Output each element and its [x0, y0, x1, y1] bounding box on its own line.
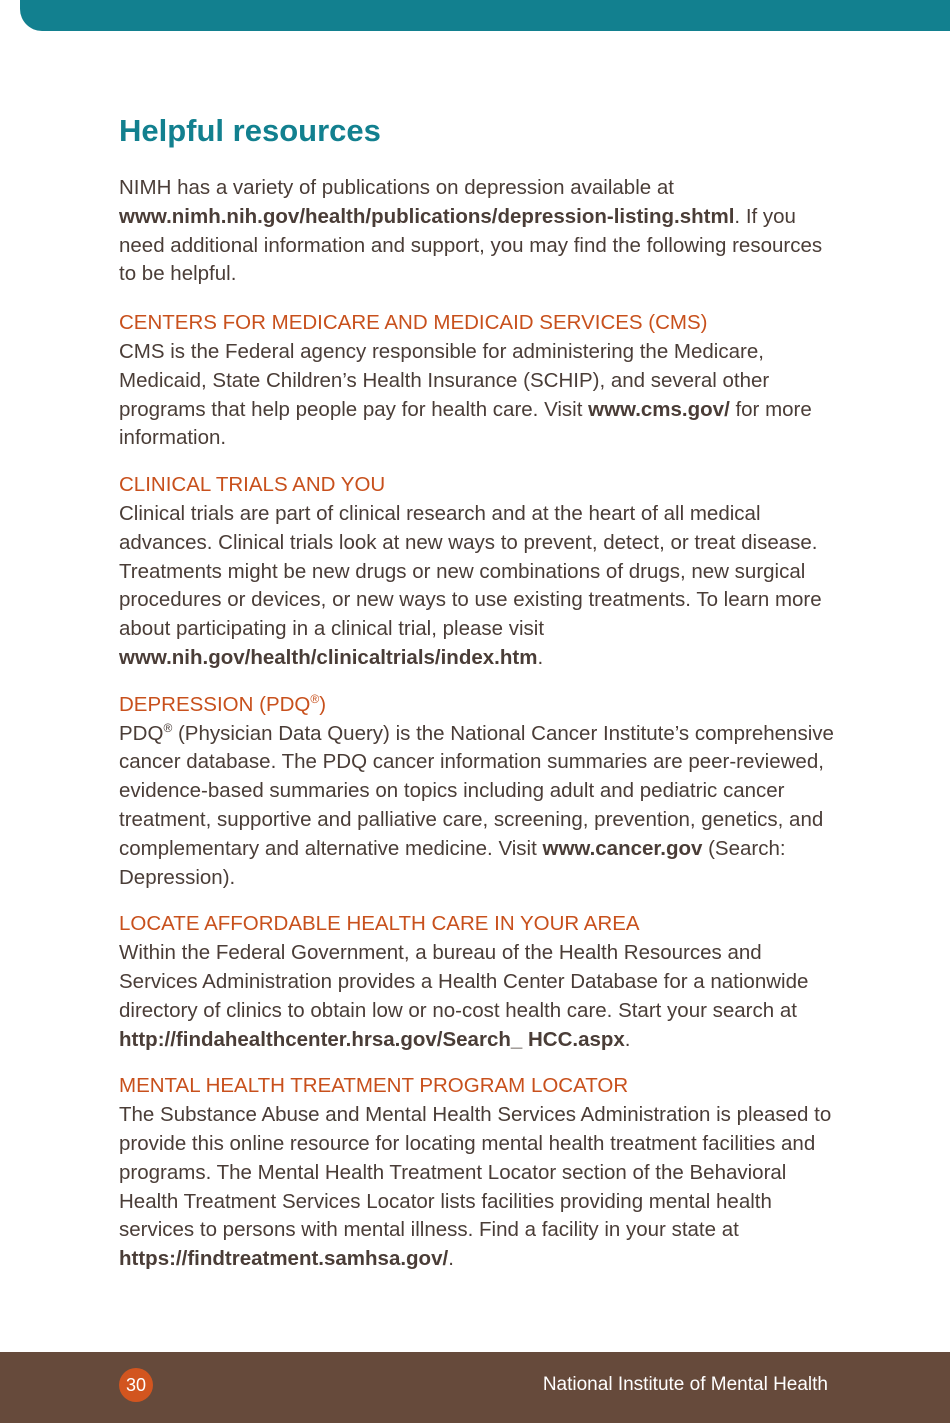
section-text-end: (Search: Depression). [119, 836, 786, 889]
section-body [119, 720, 839, 893]
section-treatment-locator [119, 1072, 839, 1274]
section-text: Clinical trials are part of clinical research and at the heart of all medical advances. Clinical trials look at new ways to prevent, detect, or treat disease. Treatments might be new drugs or new combinations of drugs, new surgical procedures or devices, or new ways to use existing treatments. To learn more about participating in a clinical trial, please visit [119, 501, 822, 641]
clinical-trials-link[interactable]: www.nih.gov/health/clinicaltrials/index.htm [119, 645, 538, 669]
section-heading: CLINICAL TRIALS AND YOU [119, 473, 386, 497]
section-body [119, 500, 839, 673]
section-text: Within the Federal Government, a bureau of the Health Resources and Services Administration provides a Health Center Database for a nationwide directory of clinics to obtain low or no-cost health care. Start your search at [119, 941, 809, 1022]
section-text: CMS is the Federal agency responsible for administering the Medicare, Medicaid, State Children’s Health Insurance (SCHIP), and several other programs that help people pay for health care. Visit [119, 339, 770, 421]
page-number-badge: 30 [119, 1368, 153, 1402]
footer-organization: National Institute of Mental Health [542, 1374, 828, 1395]
heading-text: DEPRESSION (PDQ [119, 692, 311, 716]
registered-mark: ® [310, 691, 320, 706]
page-footer [0, 1352, 950, 1423]
intro-text-end: . If you need additional information and support, you may find the following resources to be helpful. [119, 204, 823, 286]
section-heading [119, 691, 839, 720]
registered-mark: ® [163, 720, 173, 735]
section-body [119, 338, 839, 453]
intro-paragraph [119, 174, 839, 289]
samhsa-link[interactable]: https://findtreatment.samhsa.gov/ [119, 1247, 449, 1271]
cancer-gov-link[interactable]: www.cancer.gov [542, 836, 703, 860]
top-color-band [20, 0, 950, 31]
section-text-end: . [448, 1247, 454, 1271]
section-clinical-trials [119, 471, 839, 673]
section-text-end: . [537, 645, 544, 669]
section-cms [119, 309, 839, 453]
section-text-end: for more information. [119, 397, 812, 450]
intro-text: NIMH has a variety of publications on depression available at [119, 176, 674, 199]
section-text: The Substance Abuse and Mental Health Services Administration is pleased to provide this online resource for locating mental health treatment facilities and programs. The Mental Health Treatment Locator section of the Behavioral Health Treatment Services Locator lists facilities providing mental health services to persons with mental illness. Find a facility in your state at [119, 1103, 832, 1242]
section-body [119, 1101, 839, 1274]
nimh-publications-link[interactable]: www.nimh.nih.gov/health/publications/depression-listing.shtml [119, 204, 735, 228]
section-heading: LOCATE AFFORDABLE HEALTH CARE IN YOUR AREA [119, 912, 640, 936]
section-depression-pdq [119, 691, 839, 893]
section-text: (Physician Data Query) is the National Cancer Institute’s comprehensive cancer database. The PDQ cancer information summaries are peer-reviewed, evidence-based summaries on topics including adult and pediatric cancer treatment, supportive and palliative care, screening, prevention, genetics, and complementary and alternative medicine. Visit [119, 721, 834, 860]
page-title: Helpful resources [119, 113, 381, 148]
heading-text-end: ) [319, 692, 327, 716]
section-heading: CENTERS FOR MEDICARE AND MEDICAID SERVICES (CMS) [119, 311, 708, 335]
section-text-end: . [624, 1027, 631, 1051]
section-heading: MENTAL HEALTH TREATMENT PROGRAM LOCATOR [119, 1074, 629, 1098]
section-body [119, 939, 839, 1054]
cms-link[interactable]: www.cms.gov/ [588, 397, 730, 421]
hrsa-link[interactable]: http://findahealthcenter.hrsa.gov/Search_ HCC.aspx [119, 1027, 625, 1051]
page-content [119, 110, 839, 1292]
section-affordable-care [119, 910, 839, 1054]
section-lead: PDQ [119, 721, 164, 745]
